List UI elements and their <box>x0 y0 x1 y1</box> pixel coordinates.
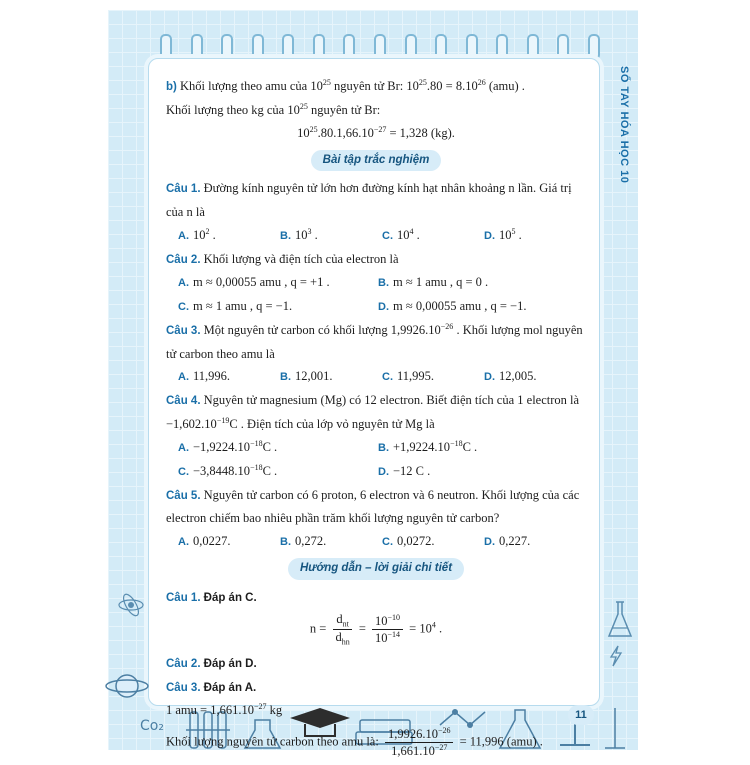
question-4-cont: $-1,602.10^{-19}C$ . Điện tích của lớp vỏ nguyên tử Mg là <box>166 415 435 432</box>
option-b[interactable]: B. 0,272. <box>280 534 327 549</box>
ring-icon <box>343 34 355 60</box>
option-b[interactable]: B. $+1,9224.10^{-18}C$ . <box>378 438 478 455</box>
section-heading-solutions: Hướng dẫn – lời giải chi tiết <box>166 558 586 580</box>
answer-2: Câu 2. Đáp án D. <box>166 658 257 671</box>
option-d[interactable]: D. $10^5$ . <box>484 226 522 242</box>
side-title: SỔ TAY HÓA HỌC 10 <box>618 66 630 184</box>
option-a[interactable]: A. $-1,9224.10^{-18}C$ . <box>178 438 278 455</box>
ring-icon <box>374 34 386 60</box>
question-2-options-row2 <box>178 298 586 315</box>
amu-definition: 1 amu = $1,661.10^{-27}$ kg <box>166 702 283 718</box>
option-d[interactable]: D. 12,005. <box>484 369 537 384</box>
ring-icon <box>466 34 478 60</box>
fraction-d: $\frac{d_{nt}}{d_{hn}}$ <box>332 612 352 647</box>
fraction-mass: $\frac{1,9926.10^{-26}}{1,661.10^{-27}}$ <box>385 726 454 759</box>
planet-doodle-icon <box>104 668 150 704</box>
option-a[interactable]: A. 11,996. <box>178 369 231 384</box>
option-c[interactable]: C. 11,995. <box>382 369 435 384</box>
answer-3: Câu 3. Đáp án A. <box>166 681 257 694</box>
option-b[interactable]: B. $10^3$ . <box>280 226 318 242</box>
section-heading-exercises: Bài tập trắc nghiệm <box>166 150 586 172</box>
option-c[interactable]: C. $10^4$ . <box>382 226 420 242</box>
lightning-doodle-icon <box>608 645 624 667</box>
answer-1: Câu 1. Đáp án C. <box>166 591 257 604</box>
question-5-cont: electron chiếm bao nhiêu phần trăm khối lượng nguyên tử carbon? <box>166 511 500 526</box>
option-c[interactable]: C. m ≈ 1 amu , q = −1. <box>178 299 293 314</box>
carbon-mass-calc: Khối lượng nguyên tử carbon theo amu là: $\frac{1,9926.10^{-26}}{1,661.10^{-27}}$ = 11,996 (amu) . <box>166 725 543 758</box>
question-4-options-row1 <box>178 439 586 456</box>
content <box>166 78 586 765</box>
question-3-cont: tử carbon theo amu là <box>166 346 275 361</box>
ring-icon <box>405 34 417 60</box>
question-3-options <box>178 368 586 385</box>
fraction-powers: $\frac{10^{-10}}{10^{-14}}$ <box>372 613 403 646</box>
question-4: Câu 4. Nguyên tử magnesium (Mg) có 12 electron. Biết điện tích của 1 electron là <box>166 393 580 408</box>
atom-doodle-icon <box>116 590 146 620</box>
question-1: Câu 1. Đường kính nguyên tử lớn hơn đường kính hạt nhân khoảng n lần. Giá trị <box>166 181 572 196</box>
ring-icon <box>313 34 325 60</box>
question-2-options-row1 <box>178 274 586 291</box>
ring-icon <box>527 34 539 60</box>
option-c[interactable]: C. $-3,8448.10^{-18}C$ . <box>178 462 278 479</box>
ring-icon <box>557 34 569 60</box>
answer-1-formula: n = $\frac{d_{nt}}{d_{hn}}$ = $\frac{10^{-10}}{10^{-14}}$ = $10^4$ . <box>309 612 443 647</box>
ring-icon <box>282 34 294 60</box>
ring-icon <box>160 34 172 60</box>
question-5-options <box>178 533 586 550</box>
option-b[interactable]: B. 12,001. <box>280 369 333 384</box>
option-a[interactable]: A. m ≈ 0,00055 amu , q = +1 . <box>178 275 330 290</box>
question-4-options-row2 <box>178 463 586 480</box>
ring-icon <box>496 34 508 60</box>
option-d[interactable]: D. −12 C . <box>378 463 431 478</box>
question-5: Câu 5. Nguyên tử carbon có 6 proton, 6 electron và 6 neutron. Khối lượng của các <box>166 487 580 502</box>
ring-icon <box>435 34 447 60</box>
svg-text:Co₂: Co₂ <box>140 718 164 734</box>
question-2: Câu 2. Khối lượng và điện tích của electron là <box>166 251 399 266</box>
option-d[interactable]: D. 0,227. <box>484 534 531 549</box>
option-d[interactable]: D. m ≈ 0,00055 amu , q = −1. <box>378 299 527 314</box>
page-number: 11 <box>568 705 594 725</box>
option-a[interactable]: A. 0,0227. <box>178 534 231 549</box>
flask-doodle-icon <box>606 600 634 640</box>
ring-icon <box>191 34 203 60</box>
question-1-cont: của n là <box>166 204 205 219</box>
ring-icon <box>252 34 264 60</box>
ring-icon <box>588 34 600 60</box>
intro-kg-line: Khối lượng theo kg của $10^{25}$ nguyên tử Br: <box>166 101 381 117</box>
ring-icon <box>221 34 233 60</box>
question-1-options <box>178 227 586 244</box>
question-3: Câu 3. Một nguyên tử carbon có khối lượng $1,9926.10^{-26}$ . Khối lượng mol nguyên <box>166 321 583 338</box>
intro-formula: $10^{25}.80.1,66.10^{-27} = 1,328$ (kg). <box>297 124 455 140</box>
option-c[interactable]: C. 0,0272. <box>382 534 435 549</box>
option-a[interactable]: A. $10^2$ . <box>178 226 216 242</box>
option-b[interactable]: B. m ≈ 1 amu , q = 0 . <box>378 275 489 290</box>
intro-b-line: b) Khối lượng theo amu của $10^{25}$ nguyên tử Br: $10^{25}.80 = 8.10^{26}$ (amu) . <box>166 78 525 94</box>
